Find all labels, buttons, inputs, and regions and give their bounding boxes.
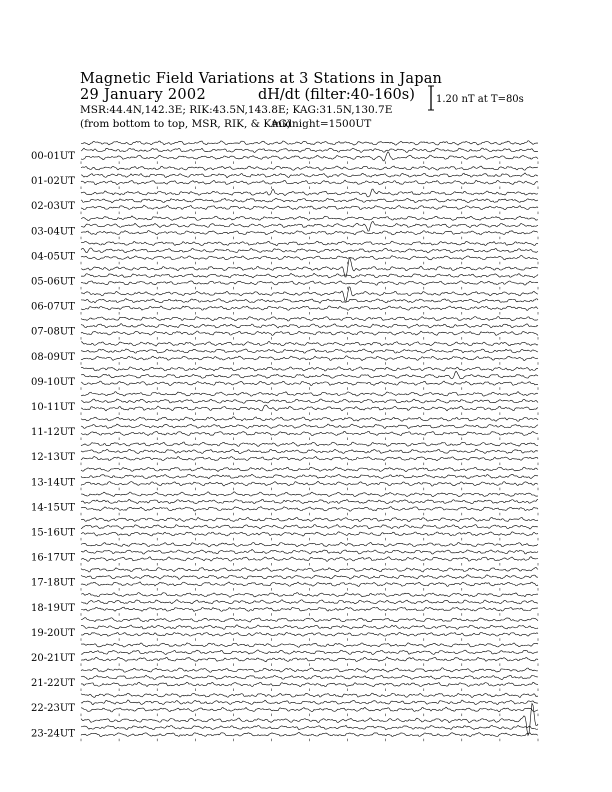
station-trace (81, 180, 538, 185)
station-trace (81, 442, 538, 446)
station-trace (81, 618, 538, 622)
station-trace (81, 557, 538, 562)
scale-bar-label: 1.20 nT at T=80s (436, 94, 524, 105)
station-trace (81, 625, 538, 630)
station-trace (81, 643, 538, 647)
station-trace (81, 417, 538, 422)
station-trace (81, 474, 538, 478)
station-trace (81, 198, 538, 203)
row-label: 03-04UT (31, 226, 75, 238)
station-trace (81, 431, 538, 435)
station-trace (81, 481, 538, 486)
station-trace (81, 248, 538, 253)
row-label: 18-19UT (31, 602, 75, 614)
trace-order-note: (from bottom to top, MSR, RIK, & KAG) (80, 118, 291, 130)
row-label: 23-24UT (31, 728, 75, 740)
midnight-note: midnight=1500UT (272, 118, 372, 130)
station-trace (81, 507, 538, 512)
station-trace (81, 392, 538, 397)
station-trace (81, 707, 538, 712)
station-trace (81, 600, 538, 604)
row-label: 21-22UT (31, 678, 75, 690)
chart-date: 29 January 2002 (80, 87, 206, 103)
row-label: 19-20UT (31, 627, 75, 639)
station-trace (81, 675, 538, 680)
station-trace (81, 532, 538, 536)
station-trace (81, 221, 538, 231)
station-trace (81, 241, 538, 245)
station-trace (81, 593, 538, 598)
station-trace (81, 424, 538, 428)
station-trace (81, 700, 538, 705)
station-trace (81, 367, 538, 371)
station-trace (81, 324, 538, 329)
row-label: 12-13UT (31, 452, 75, 464)
chart-title: Magnetic Field Variations at 3 Stations in Japan (80, 71, 443, 87)
station-trace (81, 152, 538, 161)
station-coordinates: MSR:44.4N,142.3E; RIK:43.5N,143.8E; KAG:31.5N,130.7E (80, 104, 393, 116)
station-trace (81, 216, 538, 221)
station-trace (81, 582, 538, 587)
station-trace (81, 657, 538, 662)
station-trace (81, 189, 538, 197)
station-trace (81, 273, 538, 278)
station-trace (81, 399, 538, 403)
station-trace (81, 231, 538, 235)
station-trace (81, 306, 538, 311)
station-trace (81, 492, 538, 497)
station-trace (81, 349, 538, 353)
row-label: 16-17UT (31, 552, 75, 564)
row-label: 11-12UT (31, 427, 75, 439)
station-trace (81, 525, 538, 530)
station-trace (81, 668, 538, 673)
chart-filter: dH/dt (filter:40-160s) (258, 87, 415, 103)
station-trace (81, 732, 538, 736)
station-trace (81, 467, 538, 472)
station-trace (81, 607, 538, 611)
station-trace (81, 405, 538, 411)
row-label: 07-08UT (31, 326, 75, 338)
station-trace (81, 682, 538, 686)
row-label: 13-14UT (31, 477, 75, 489)
row-label: 14-15UT (31, 502, 75, 514)
station-trace (81, 166, 538, 170)
station-trace (81, 255, 538, 260)
station-trace (81, 316, 538, 321)
station-trace (81, 567, 538, 572)
station-trace (81, 650, 538, 655)
station-trace (81, 725, 538, 730)
row-label: 02-03UT (31, 201, 75, 213)
row-label: 08-09UT (31, 351, 75, 363)
scale-bar (428, 86, 434, 110)
station-trace (81, 148, 538, 153)
station-trace (81, 542, 538, 546)
station-trace (81, 341, 538, 346)
station-trace (81, 449, 538, 453)
station-trace (81, 499, 538, 503)
station-trace (81, 141, 538, 146)
station-trace (81, 549, 538, 554)
row-label: 00-01UT (31, 151, 75, 162)
station-trace (81, 371, 538, 378)
row-label: 01-02UT (31, 176, 75, 188)
row-label: 15-16UT (31, 527, 75, 539)
row-label: 10-11UT (31, 402, 75, 413)
station-trace (81, 331, 538, 336)
station-trace (81, 281, 538, 286)
row-label: 20-21UT (31, 653, 75, 664)
station-trace (81, 173, 538, 178)
station-trace (81, 356, 538, 361)
station-trace (81, 205, 538, 210)
row-label: 17-18UT (31, 577, 75, 589)
station-trace (81, 693, 538, 698)
station-trace (81, 258, 538, 277)
station-trace (81, 381, 538, 386)
station-trace (81, 456, 538, 460)
row-label: 04-05UT (31, 251, 75, 263)
station-trace (81, 517, 538, 521)
row-label: 05-06UT (31, 276, 75, 288)
row-label: 06-07UT (31, 301, 75, 313)
station-trace (81, 299, 538, 304)
row-label: 09-10UT (31, 376, 75, 388)
row-label: 22-23UT (31, 703, 75, 715)
station-trace (81, 575, 538, 580)
station-trace (81, 632, 538, 636)
